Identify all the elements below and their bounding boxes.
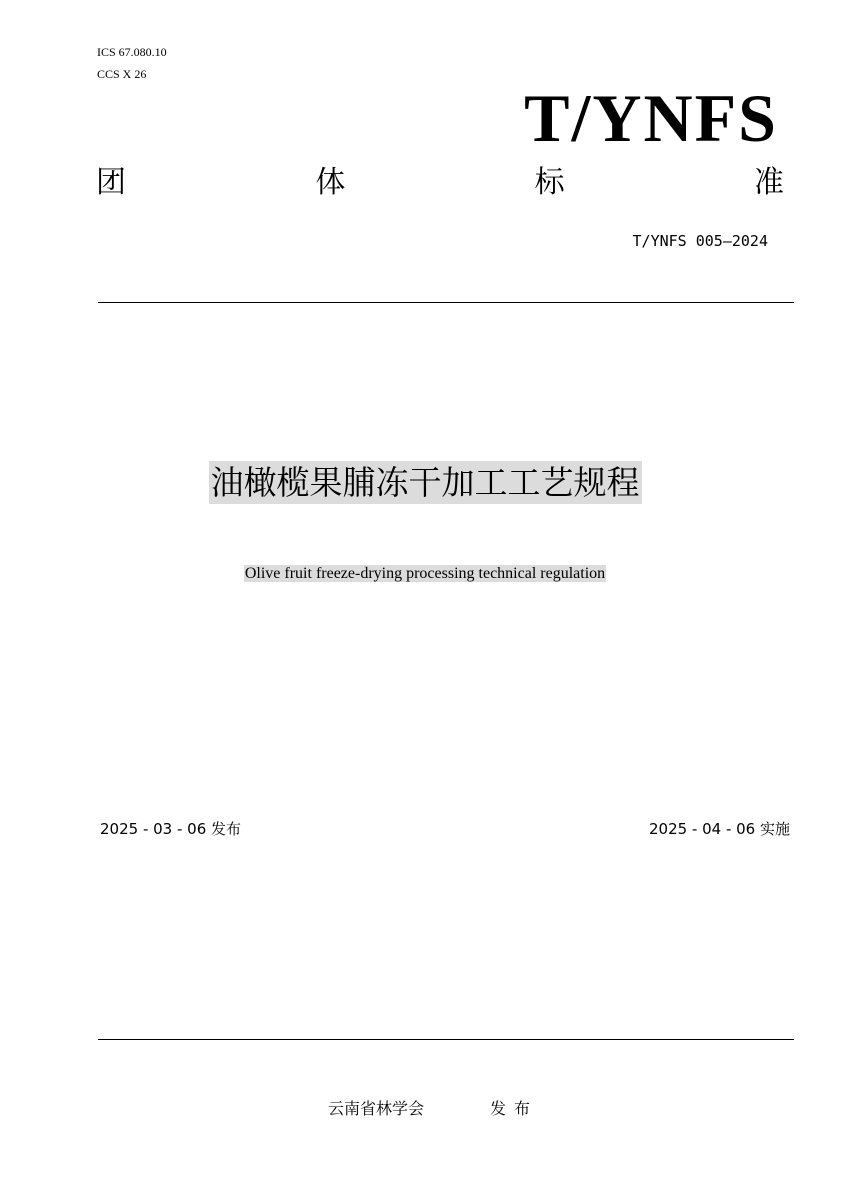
bottom-divider	[98, 1039, 794, 1040]
title-english-wrapper	[0, 563, 850, 585]
publisher-name: 云南省林学会	[328, 1099, 425, 1118]
publisher-action: 发布	[490, 1099, 539, 1118]
title-chinese-wrapper	[0, 458, 850, 508]
implementation-date: 2025 - 04 - 06 实施	[648, 820, 790, 838]
standard-number: T/YNFS 005—2024	[632, 232, 768, 250]
standard-type-char-4: 准	[753, 165, 784, 200]
standard-type-char-2: 体	[315, 165, 346, 200]
standard-type-char-1: 团	[96, 165, 126, 200]
publish-date: 2025 - 03 - 06 发布	[100, 820, 242, 838]
ccs-code: CCS X 26	[97, 67, 147, 81]
title-chinese: 油橄榄果脯冻干加工工艺规程	[210, 463, 640, 502]
standard-type-char-3: 标	[534, 165, 565, 200]
top-divider	[98, 302, 794, 303]
standard-logo: T/YNFS	[524, 80, 778, 156]
ics-code: ICS 67.080.10	[97, 45, 167, 59]
title-english: Olive fruit freeze-drying processing technical regulation	[244, 565, 606, 582]
standard-type-heading	[96, 160, 784, 206]
